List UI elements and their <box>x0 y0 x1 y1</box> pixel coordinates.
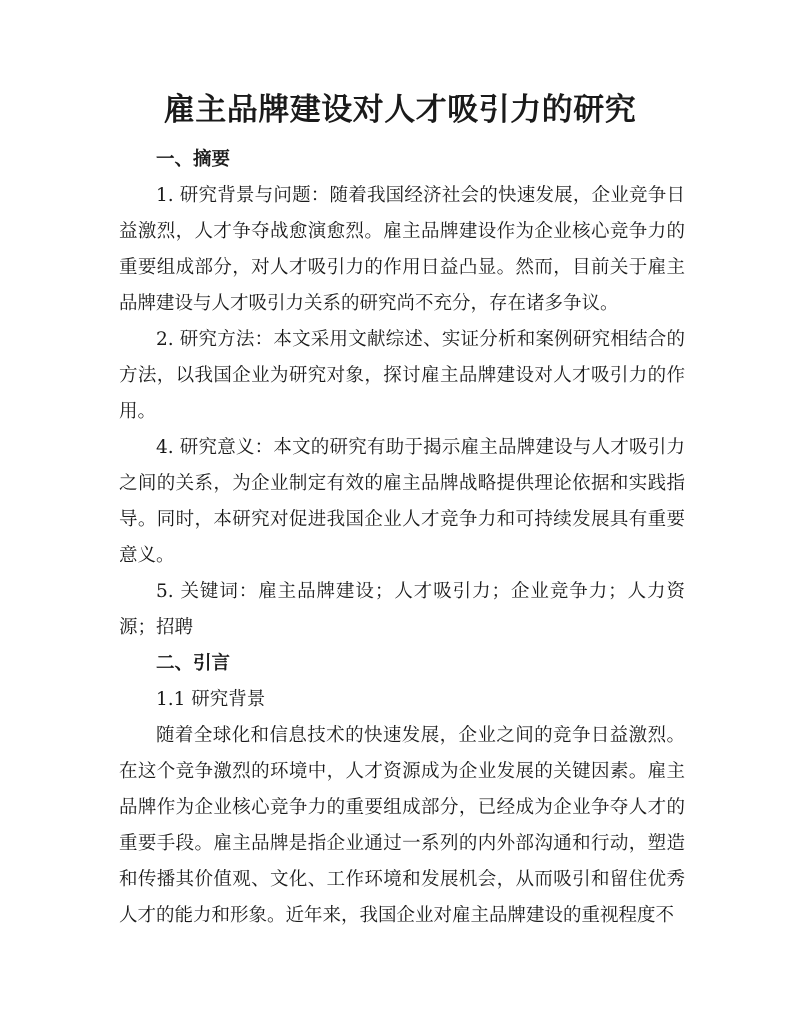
abstract-paragraph-method: 2. 研究方法：本文采用文献综述、实证分析和案例研究相结合的方法，以我国企业为研究对象，探讨雇主品牌建设对人才吸引力的作用。 <box>119 329 685 422</box>
document-body <box>119 142 685 934</box>
document-title: 雇主品牌建设对人才吸引力的研究 <box>163 92 637 128</box>
section-heading-abstract: 一、摘要 <box>156 149 231 170</box>
abstract-paragraph-background: 1. 研究背景与问题：随着我国经济社会的快速发展，企业竞争日益激烈，人才争夺战愈演愈烈。雇主品牌建设作为企业核心竞争力的重要组成部分，对人才吸引力的作用日益凸显。然而，目前关于雇主品牌建设与人才吸引力关系的研究尚不充分，存在诸多争议。 <box>119 185 685 314</box>
section-heading-introduction: 二、引言 <box>156 653 231 674</box>
abstract-paragraph-keywords: 5. 关键词：雇主品牌建设；人才吸引力；企业竞争力；人力资源；招聘 <box>119 581 685 638</box>
abstract-paragraph-significance: 4. 研究意义：本文的研究有助于揭示雇主品牌建设与人才吸引力之间的关系，为企业制定有效的雇主品牌战略提供理论依据和实践指导。同时，本研究对促进我国企业人才竞争力和可持续发展具有重要意义。 <box>119 437 685 566</box>
introduction-paragraph: 随着全球化和信息技术的快速发展，企业之间的竞争日益激烈。在这个竞争激烈的环境中，人才资源成为企业发展的关键因素。雇主品牌作为企业核心竞争力的重要组成部分，已经成为企业争夺人才的重要手段。雇主品牌是指企业通过一系列的内外部沟通和行动，塑造和传播其价值观、文化、工作环境和发展机会，从而吸引和留住优秀人才的能力和形象。近年来，我国企业对雇主品牌建设的重视程度不 <box>119 725 685 926</box>
subsection-heading-background: 1.1 研究背景 <box>156 689 266 710</box>
